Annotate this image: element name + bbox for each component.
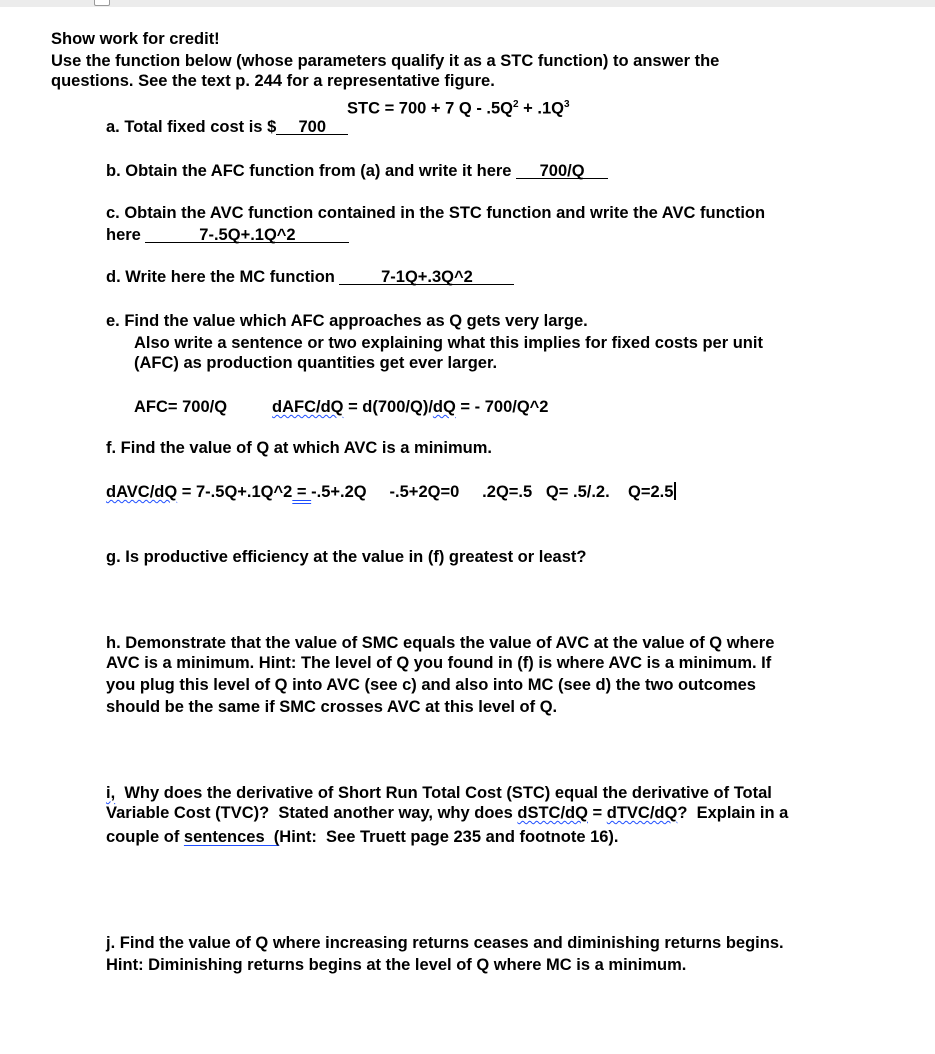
question-d <box>106 267 514 287</box>
question-e-line-1: e. Find the value which AFC approaches as Q gets very large. <box>106 312 588 330</box>
question-b <box>106 161 608 181</box>
dtvc-dq-term: dTVC/dQ <box>606 804 678 822</box>
afc-work-text[interactable]: AFC= 700/Q <box>134 398 228 416</box>
stc-formula <box>347 95 570 119</box>
derivative-rhs: = - 700/Q^2 <box>455 398 549 416</box>
sentences-underlined: sentences ( <box>183 828 280 846</box>
question-a <box>106 117 348 137</box>
text-cursor <box>674 482 676 500</box>
question-h-line-3: you plug this level of Q into AVC (see c) and also into MC (see d) the two outcomes <box>106 676 756 694</box>
derivative-mid: = d(700/Q)/ <box>343 398 433 416</box>
question-i-line-3 <box>106 827 619 847</box>
answer-c-field[interactable] <box>145 225 349 243</box>
answer-a-field[interactable] <box>276 117 348 135</box>
intro-line-1: Use the function below (whose parameters qualify it as a STC function) to answer the <box>51 52 720 70</box>
question-a-label: a. Total fixed cost is $ <box>106 118 277 136</box>
question-h-line-1: h. Demonstrate that the value of SMC equals the value of AVC at the value of Q where <box>106 634 775 652</box>
question-i-line-1 <box>106 783 772 803</box>
question-e-line-3: (AFC) as production quantities get ever larger. <box>134 354 498 372</box>
avc-work-mid: = 7-.5Q+.1Q^2 <box>177 483 293 501</box>
question-i-line-2-pre: Variable Cost (TVC)? Stated another way, why does <box>106 804 518 822</box>
avc-work-rest: -.5+.2Q -.5+2Q=0 .2Q=.5 Q= .5/.2. Q=2.5 <box>311 483 674 501</box>
question-i-line-2-post: ? Explain in a <box>677 804 789 822</box>
show-work-line: Show work for credit! <box>51 30 220 48</box>
answer-c: 7-.5Q+.1Q^2 <box>199 226 296 244</box>
question-e-line-2: Also write a sentence or two explaining what this implies for fixed costs per unit <box>134 334 763 352</box>
superscript-3: 3 <box>563 99 570 110</box>
question-j-line-2: Hint: Diminishing returns begins at the level of Q where MC is a minimum. <box>106 956 687 974</box>
formula-part-b: + .1Q <box>518 99 564 118</box>
intro-line-2: questions. See the text p. 244 for a representative figure. <box>51 72 495 90</box>
question-i-letter: i, <box>106 784 116 802</box>
superscript-2: 2 <box>513 99 519 110</box>
answer-b: 700/Q <box>539 162 585 180</box>
dq-term: dQ <box>432 398 456 416</box>
davc-dq-term: dAVC/dQ <box>106 483 178 501</box>
answer-d-field[interactable] <box>339 267 514 285</box>
question-c-here: here <box>106 226 141 244</box>
question-i-line-3-post: Hint: See Truett page 235 and footnote 16). <box>279 828 619 846</box>
question-h-line-4: should be the same if SMC crosses AVC at this level of Q. <box>106 698 558 716</box>
question-c-line-1: c. Obtain the AVC function contained in the STC function and write the AVC function <box>106 204 766 222</box>
answer-a: 700 <box>298 118 327 136</box>
dstc-dq-term: dSTC/dQ <box>517 804 588 822</box>
question-c-line-2 <box>106 225 349 245</box>
question-g: g. Is productive efficiency at the value in (f) greatest or least? <box>106 548 587 566</box>
top-toolbar-strip <box>0 0 935 7</box>
answer-d: 7-1Q+.3Q^2 <box>381 268 473 286</box>
avc-min-work[interactable] <box>106 482 676 502</box>
dafc-dq-term: dAFC/dQ <box>272 398 344 416</box>
question-i-line-3-pre: couple of <box>106 828 184 846</box>
formula-part-a: STC = 700 + 7 Q - .5Q <box>347 99 513 118</box>
question-j-line-1: j. Find the value of Q where increasing returns ceases and diminishing returns begins. <box>106 934 784 952</box>
answer-b-field[interactable] <box>516 161 608 179</box>
question-h-line-2: AVC is a minimum. Hint: The level of Q you found in (f) is where AVC is a minimum. If <box>106 654 772 672</box>
question-f: f. Find the value of Q at which AVC is a minimum. <box>106 439 492 457</box>
question-i-line-2 <box>106 803 788 823</box>
equals-underlined: = <box>292 483 312 501</box>
checkbox-icon <box>94 0 110 6</box>
question-i-line-2-mid: = <box>587 804 607 822</box>
question-i-line-1-text: Why does the derivative of Short Run Total Cost (STC) equal the derivative of Total <box>115 784 772 802</box>
question-b-label: b. Obtain the AFC function from (a) and write it here <box>106 162 512 180</box>
afc-derivative-work[interactable] <box>272 397 548 417</box>
question-d-label: d. Write here the MC function <box>106 268 335 286</box>
